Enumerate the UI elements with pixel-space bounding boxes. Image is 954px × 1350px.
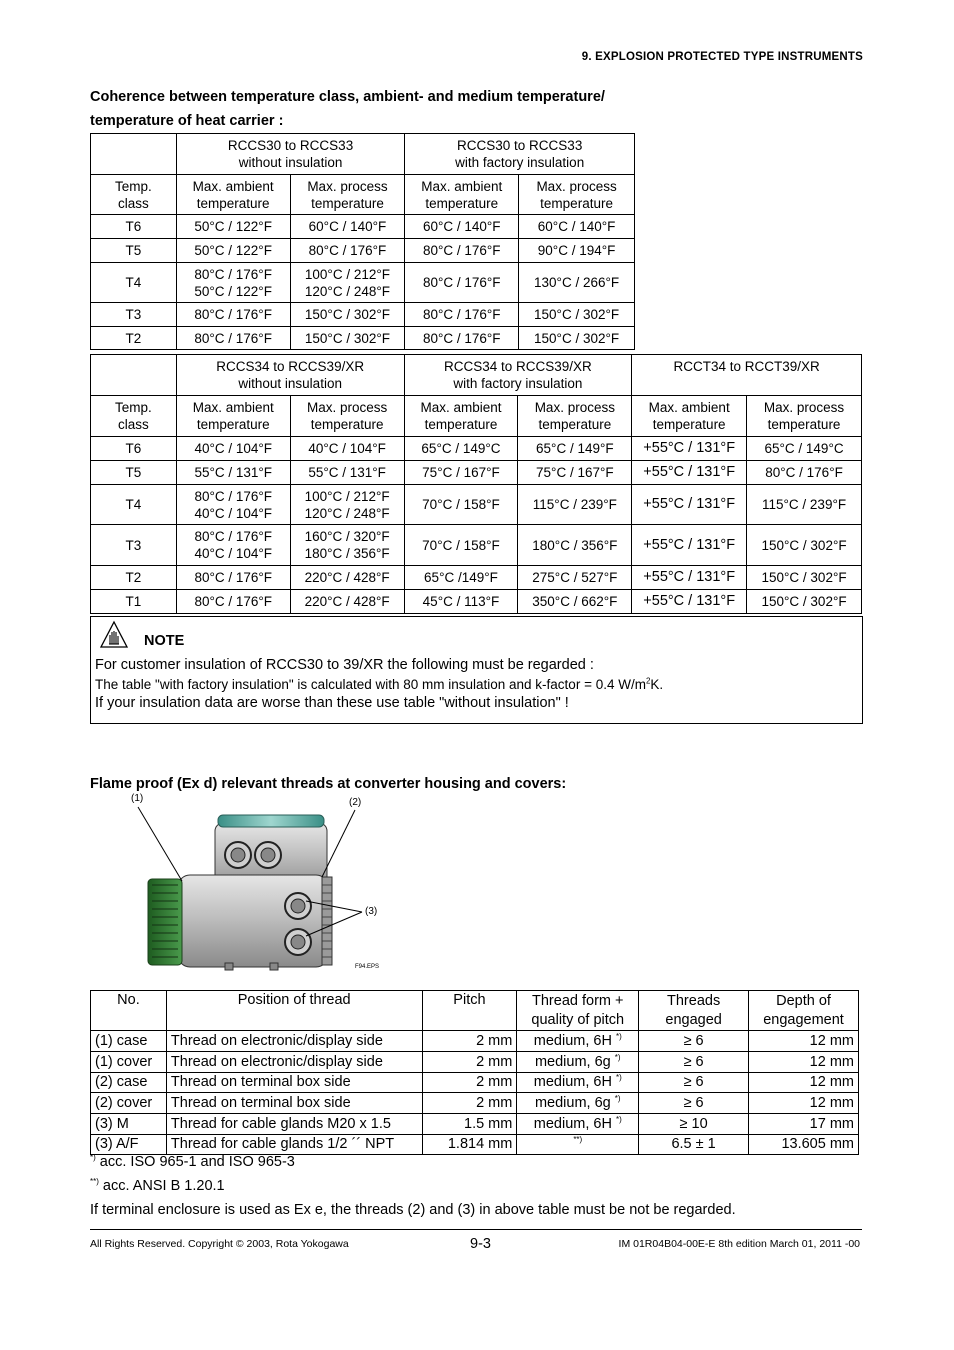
label-3: (3) — [365, 906, 378, 917]
col-header: Thread form + quality of pitch — [517, 991, 639, 1031]
section-title-line1: Coherence between temperature class, ambient- and medium temperature/ — [90, 89, 605, 105]
note-box — [90, 616, 863, 724]
temperature-table-rccs30-33 — [90, 133, 635, 350]
footnote-1: *) acc. ISO 965-1 and ISO 965-3 — [90, 1153, 295, 1170]
col-header: Max. ambient temperature — [176, 175, 290, 215]
table-row: T5 50°C / 122°F 80°C / 176°F 80°C / 176°F 90°C / 194°F — [91, 239, 635, 263]
corner-cell — [91, 134, 177, 175]
remark: If terminal enclosure is used as Ex e, the threads (2) and (3) in above table must be not be regarded. — [90, 1202, 736, 1218]
note-title: NOTE — [144, 633, 185, 649]
group-header: RCCS30 to RCCS33 without insulation — [176, 134, 405, 175]
table-row: (1) cover Thread on electronic/display side 2 mm medium, 6g *) ≥ 6 12 mm — [91, 1052, 859, 1073]
footer-copyright: All Rights Reserved. Copyright © 2003, Rota Yokogawa — [90, 1238, 349, 1250]
col-header: Max. ambient temperature — [405, 175, 519, 215]
col-header: Temp. class — [91, 175, 177, 215]
table-row: T2 80°C / 176°F 220°C / 428°F 65°C /149°F 275°C / 527°F +55°C / 131°F 150°C / 302°F — [91, 566, 862, 590]
table-row: T6 50°C / 122°F 60°C / 140°F 60°C / 140°F 60°C / 140°F — [91, 215, 635, 239]
figure-id: F94.EPS — [355, 964, 380, 970]
col-header: Depth of engagement — [749, 991, 859, 1031]
temperature-table-rccs34-39 — [90, 354, 862, 614]
label-1: (1) — [131, 793, 144, 804]
table-row: (2) case Thread on terminal box side 2 mm medium, 6H *) ≥ 6 12 mm — [91, 1073, 859, 1093]
converter-housing-drawing — [130, 805, 370, 975]
table-row: T6 40°C / 104°F 40°C / 104°F 65°C / 149°C 65°C / 149°F +55°C / 131°F 65°C / 149°C — [91, 437, 862, 461]
table-row: (3) A/F Thread for cable glands 1/2 ´´ NPT 1.814 mm **) 6.5 ± 1 13.605 mm — [91, 1135, 859, 1155]
table-row: T1 80°C / 176°F 220°C / 428°F 45°C / 113°F 350°C / 662°F +55°C / 131°F 150°C / 302°F — [91, 590, 862, 614]
group-header: RCCS30 to RCCS33 with factory insulation — [405, 134, 635, 175]
thread-table — [90, 990, 859, 1155]
section-title-line2: temperature of heat carrier : — [90, 113, 284, 129]
col-header: Max. ambient temperature — [632, 396, 747, 437]
col-header: Max. process temperature — [519, 175, 635, 215]
col-header: Max. process temperature — [747, 396, 862, 437]
table-row: T3 80°C / 176°F 150°C / 302°F 80°C / 176°F 150°C / 302°F — [91, 303, 635, 327]
note-line2: The table "with factory insulation" is calculated with 80 mm insulation and k-factor = 0.4 $W/m^2K$. — [95, 676, 664, 692]
table-row: T2 80°C / 176°F 150°C / 302°F 80°C / 176°F 150°C / 302°F — [91, 327, 635, 350]
table-row: T5 55°C / 131°F 55°C / 131°F 75°C / 167°F 75°C / 167°F +55°C / 131°F 80°C / 176°F — [91, 461, 862, 485]
note-line1: For customer insulation of RCCS30 to 39/XR the following must be regarded : — [95, 657, 594, 673]
col-header: Pitch — [422, 991, 517, 1031]
col-header: Temp. class — [91, 396, 177, 437]
col-header: Max. process temperature — [518, 396, 632, 437]
col-header: Max. ambient temperature — [176, 396, 290, 437]
col-header: Max. process temperature — [290, 396, 404, 437]
running-header: 9. EXPLOSION PROTECTED TYPE INSTRUMENTS — [581, 51, 863, 63]
group-header: RCCS34 to RCCS39/XR with factory insulation — [404, 355, 632, 396]
table-row: T4 80°C / 176°F 40°C / 104°F 100°C / 212°F 120°C / 248°F 70°C / 158°F 115°C / 239°F +55°C / 131°F 115°C / 239°F — [91, 485, 862, 525]
footer-docref: IM 01R04B04-00E-E 8th edition March 01, 2011 -00 — [618, 1238, 860, 1250]
table-row: T4 80°C / 176°F 50°C / 122°F 100°C / 212°F 120°C / 248°F 80°C / 176°F 130°C / 266°F — [91, 263, 635, 303]
col-header: Position of thread — [166, 991, 422, 1031]
label-2: (2) — [349, 797, 362, 808]
col-header: Max. ambient temperature — [404, 396, 518, 437]
group-header: RCCS34 to RCCS39/XR without insulation — [176, 355, 404, 396]
note-line3: If your insulation data are worse than these use table "without insulation" ! — [95, 695, 569, 711]
col-header: Threads engaged — [639, 991, 749, 1031]
col-header: No. — [91, 991, 167, 1031]
corner-cell — [91, 355, 177, 396]
page-number: 9-3 — [470, 1236, 491, 1252]
group-header: RCCT34 to RCCT39/XR — [632, 355, 862, 396]
section2-title: Flame proof (Ex d) relevant threads at converter housing and covers: — [90, 776, 567, 792]
col-header: Max. process temperature — [290, 175, 405, 215]
footnote-2: **) acc. ANSI B 1.20.1 — [90, 1177, 225, 1194]
table-row: (1) case Thread on electronic/display side 2 mm medium, 6H *) ≥ 6 12 mm — [91, 1031, 859, 1052]
table-row: (2) cover Thread on terminal box side 2 mm medium, 6g *) ≥ 6 12 mm — [91, 1093, 859, 1114]
table-row: T3 80°C / 176°F 40°C / 104°F 160°C / 320°F 180°C / 356°F 70°C / 158°F 180°C / 356°F +55°C / 131°F 150°C / 302°F — [91, 525, 862, 566]
caution-hand-icon — [99, 620, 129, 650]
footer-rule — [90, 1229, 862, 1230]
table-row: (3) M Thread for cable glands M20 x 1.5 1.5 mm medium, 6H *) ≥ 10 17 mm — [91, 1114, 859, 1135]
